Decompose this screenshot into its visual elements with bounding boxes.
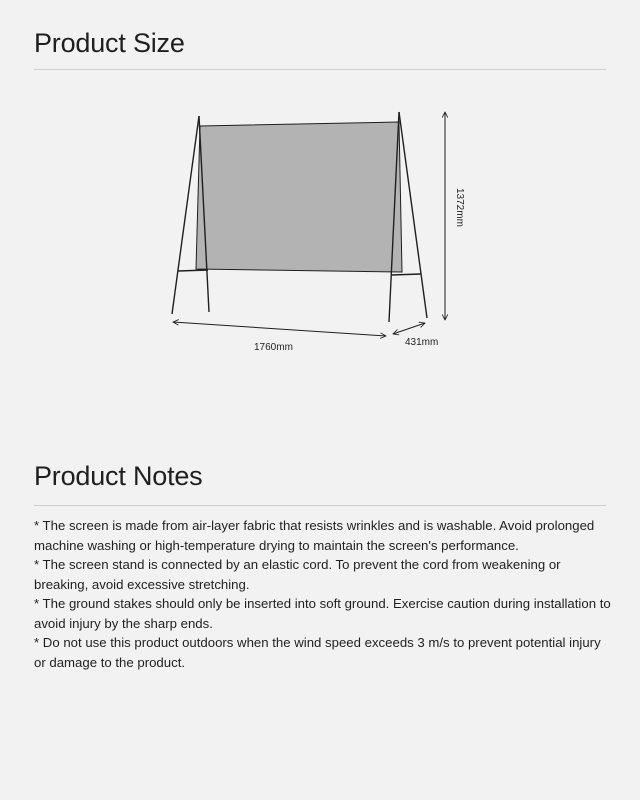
height-dimension-label: 1372mm <box>454 188 465 227</box>
note-item: * Do not use this product outdoors when the wind speed exceeds 3 m/s to prevent potential injury or damage to the product. <box>34 635 601 670</box>
note-item: * The screen stand is connected by an elastic cord. To prevent the cord from weakening or breaking, avoid excessive stretching. <box>34 557 561 592</box>
screen-panel <box>196 122 402 272</box>
product-notes-list <box>34 516 612 672</box>
note-item: * The ground stakes should only be inserted into soft ground. Exercise caution during installation to avoid injury by the sharp ends. <box>34 596 611 631</box>
depth-dimension-arrow <box>393 323 425 334</box>
note-item: * The screen is made from air-layer fabric that resists wrinkles and is washable. Avoid prolonged machine washing or high-temperature drying to maintain the screen's performance. <box>34 518 595 553</box>
width-dimension-arrow <box>173 322 386 336</box>
divider <box>34 505 606 506</box>
product-size-title: Product Size <box>34 28 185 58</box>
product-notes-title: Product Notes <box>34 461 203 491</box>
width-dimension-label: 1760mm <box>254 342 293 353</box>
depth-dimension-label: 431mm <box>405 337 439 348</box>
